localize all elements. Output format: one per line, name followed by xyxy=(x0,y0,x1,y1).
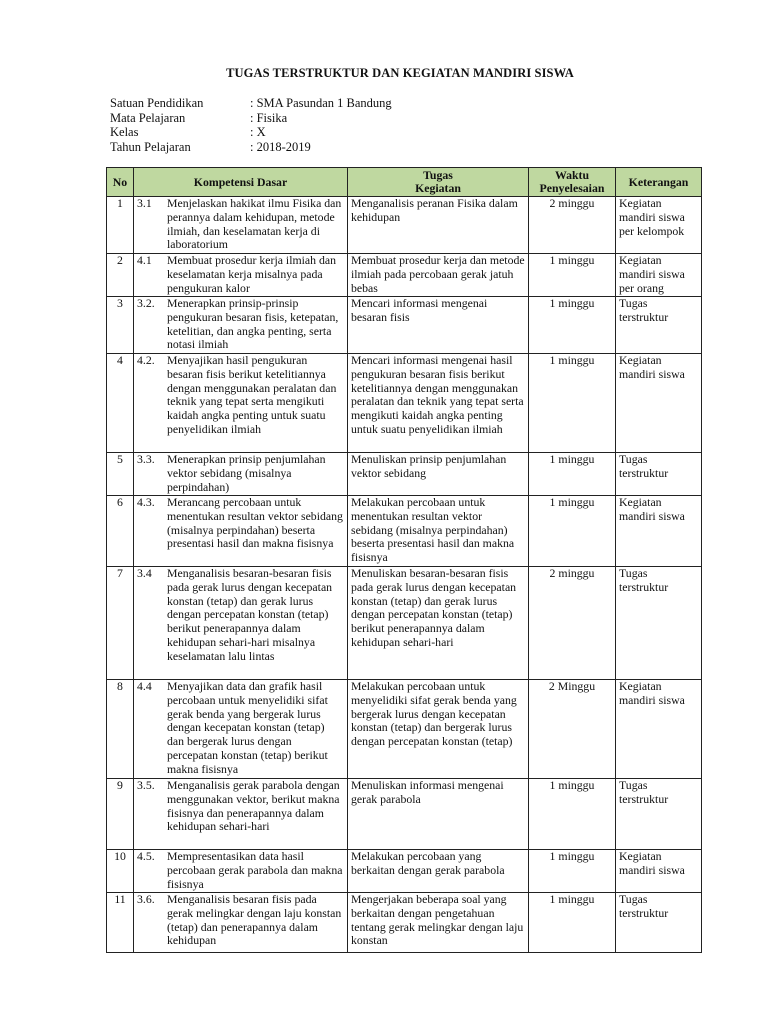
cell-keterangan: Tugas terstruktur xyxy=(616,453,702,496)
cell-keterangan: Kegiatan mandiri siswa xyxy=(616,850,702,893)
meta-label: Mata Pelajaran xyxy=(110,110,186,125)
cell-no: 2 xyxy=(107,254,134,297)
table-row xyxy=(107,680,702,779)
meta-value: : X xyxy=(250,125,266,139)
cell-tugas: Menuliskan prinsip penjumlahan vektor sebidang xyxy=(348,453,529,496)
kd-number: 3.2. xyxy=(137,296,155,310)
meta-row-tahun xyxy=(110,140,392,155)
cell-keterangan: Tugas terstruktur xyxy=(616,893,702,953)
kd-text: Menyajikan hasil pengukuran besaran fisis berikut ketelitiannya dengan menggunakan peralatan dan teknik yang tepat serta mengikuti kaidah angka penting untuk suatu penyelidikan ilmiah xyxy=(167,353,337,436)
kd-number: 4.2. xyxy=(137,353,155,367)
kd-text: Menganalisis besaran-besaran fisis pada gerak lurus dengan kecepatan konstan (tetap) dan gerak lurus dengan percepatan konstan (tetap) berikut penerapannya dalam kehidupan sehari-hari misalnya keselamatan lalu lintas xyxy=(167,566,333,663)
cell-kompetensi xyxy=(134,197,348,254)
kd-number: 3.1 xyxy=(137,196,152,210)
table-row xyxy=(107,453,702,496)
cell-kompetensi xyxy=(134,893,348,953)
cell-no: 3 xyxy=(107,297,134,354)
header-tugas-line1: Tugas xyxy=(423,168,453,182)
cell-kompetensi xyxy=(134,354,348,453)
kd-number: 4.3. xyxy=(137,495,155,509)
cell-kompetensi xyxy=(134,567,348,680)
cell-kompetensi xyxy=(134,779,348,850)
cell-no: 8 xyxy=(107,680,134,779)
kd-text: Menerapkan prinsip penjumlahan vektor sebidang (misalnya perpindahan) xyxy=(167,452,326,494)
cell-no: 7 xyxy=(107,567,134,680)
cell-tugas: Menuliskan informasi mengenai gerak parabola xyxy=(348,779,529,850)
table-row xyxy=(107,850,702,893)
kd-number: 3.6. xyxy=(137,892,155,906)
kd-text: Menyajikan data dan grafik hasil percobaan untuk menyelidiki sifat gerak benda yang bergerak lurus dengan kecepatan konstan (tetap) dan bergerak lurus dengan percepatan konstan (tetap) berikut makna fisisnya xyxy=(167,679,328,776)
header-waktu-line2: Penyelesaian xyxy=(539,181,605,195)
table-row xyxy=(107,567,702,680)
meta-value: : 2018-2019 xyxy=(250,139,311,154)
cell-tugas: Melakukan percobaan untuk menentukan resultan vektor sebidang (misalnya perpindahan) beserta presentasi hasil dan makna fisisnya xyxy=(348,496,529,567)
document-title: TUGAS TERSTRUKTUR DAN KEGIATAN MANDIRI SISWA xyxy=(226,66,574,80)
cell-waktu: 1 minggu xyxy=(529,354,616,453)
task-table xyxy=(106,167,702,953)
cell-keterangan: Tugas terstruktur xyxy=(616,567,702,680)
kd-text: Menganalisis gerak parabola dengan menggunakan vektor, berikut makna fisisnya dan penerapannya dalam kehidupan sehari-hari xyxy=(167,778,340,834)
cell-tugas: Mengerjakan beberapa soal yang berkaitan dengan pengetahuan tentang gerak melingkar dengan laju konstan xyxy=(348,893,529,953)
cell-waktu: 1 minggu xyxy=(529,254,616,297)
meta-label: Kelas xyxy=(110,125,139,139)
kd-text: Menjelaskan hakikat ilmu Fisika dan perannya dalam kehidupan, metode ilmiah, dan keselamatan kerja di laboratorium xyxy=(167,196,342,252)
header-waktu-line1: Waktu xyxy=(554,168,590,182)
cell-keterangan: Kegiatan mandiri siswa xyxy=(616,354,702,453)
cell-kompetensi xyxy=(134,453,348,496)
table-header-row xyxy=(107,168,702,197)
header-tugas-kegiatan xyxy=(348,168,529,197)
cell-kompetensi xyxy=(134,496,348,567)
meta-row-mapel xyxy=(110,111,392,126)
cell-tugas: Menuliskan besaran-besaran fisis pada gerak lurus dengan kecepatan konstan (tetap) dan gerak lurus dengan percepatan konstan (tetap) berikut penerapannya dalam kehidupan sehari-hari xyxy=(348,567,529,680)
cell-tugas: Membuat prosedur kerja dan metode ilmiah pada percobaan gerak jatuh bebas xyxy=(348,254,529,297)
kd-number: 4.4 xyxy=(137,679,152,693)
meta-row-kelas xyxy=(110,125,392,140)
cell-tugas: Melakukan percobaan yang berkaitan dengan gerak parabola xyxy=(348,850,529,893)
cell-no: 6 xyxy=(107,496,134,567)
cell-kompetensi xyxy=(134,850,348,893)
header-tugas-line2: Kegiatan xyxy=(415,181,461,195)
table-row xyxy=(107,779,702,850)
meta-label: Satuan Pendidikan xyxy=(110,96,204,110)
header-no: No xyxy=(107,168,134,197)
cell-no: 5 xyxy=(107,453,134,496)
table-row xyxy=(107,197,702,254)
cell-kompetensi xyxy=(134,297,348,354)
kd-number: 3.4 xyxy=(137,566,152,580)
table-row xyxy=(107,496,702,567)
table-row xyxy=(107,893,702,953)
cell-waktu: 1 minggu xyxy=(529,297,616,354)
cell-tugas: Mencari informasi mengenai besaran fisis xyxy=(348,297,529,354)
kd-text: Menerapkan prinsip-prinsip pengukuran besaran fisis, ketepatan, ketelitian, dan angka penting, serta notasi ilmiah xyxy=(167,296,339,352)
cell-waktu: 1 minggu xyxy=(529,893,616,953)
header-kompetensi-dasar: Kompetensi Dasar xyxy=(134,168,348,197)
kd-number: 4.1 xyxy=(137,253,152,267)
cell-keterangan: Kegiatan mandiri siswa per orang xyxy=(616,254,702,297)
table-row xyxy=(107,354,702,453)
cell-no: 4 xyxy=(107,354,134,453)
cell-waktu: 1 minggu xyxy=(529,779,616,850)
cell-tugas: Menganalisis peranan Fisika dalam kehidupan xyxy=(348,197,529,254)
header-waktu-penyelesaian xyxy=(529,168,616,197)
cell-keterangan: Kegiatan mandiri siswa xyxy=(616,496,702,567)
cell-tugas: Mencari informasi mengenai hasil pengukuran besaran fisis berikut ketelitiannya dengan menggunakan peralatan dan teknik yang tepat serta mengikuti kaidah angka penting untuk suatu penyelidikan ilmiah xyxy=(348,354,529,453)
cell-waktu: 1 minggu xyxy=(529,496,616,567)
cell-waktu: 1 minggu xyxy=(529,850,616,893)
meta-label: Tahun Pelajaran xyxy=(110,139,191,154)
table-row xyxy=(107,254,702,297)
header-keterangan: Keterangan xyxy=(616,168,702,197)
kd-text: Menganalisis besaran fisis pada gerak melingkar dengan laju konstan (tetap) dan penerapannya dalam kehidupan xyxy=(167,892,342,948)
cell-no: 11 xyxy=(107,893,134,953)
meta-value: : SMA Pasundan 1 Bandung xyxy=(250,96,392,110)
meta-row-satuan xyxy=(110,96,392,111)
cell-no: 1 xyxy=(107,197,134,254)
document-meta xyxy=(110,96,392,154)
cell-keterangan: Tugas terstruktur xyxy=(616,779,702,850)
cell-tugas: Melakukan percobaan untuk menyelidiki sifat gerak benda yang bergerak lurus dengan kecepatan konstan (tetap) dan bergerak lurus dengan percepatan konstan (tetap) xyxy=(348,680,529,779)
cell-waktu: 1 minggu xyxy=(529,453,616,496)
cell-kompetensi xyxy=(134,254,348,297)
cell-no: 10 xyxy=(107,850,134,893)
kd-text: Membuat prosedur kerja ilmiah dan keselamatan kerja misalnya pada pengukuran kalor xyxy=(167,253,337,295)
cell-kompetensi xyxy=(134,680,348,779)
kd-number: 3.5. xyxy=(137,778,155,792)
cell-keterangan: Tugas terstruktur xyxy=(616,297,702,354)
cell-waktu: 2 minggu xyxy=(529,197,616,254)
cell-keterangan: Kegiatan mandiri siswa per kelompok xyxy=(616,197,702,254)
table-row xyxy=(107,297,702,354)
kd-number: 3.3. xyxy=(137,452,155,466)
cell-no: 9 xyxy=(107,779,134,850)
cell-waktu: 2 Minggu xyxy=(529,680,616,779)
kd-number: 4.5. xyxy=(137,849,155,863)
meta-value: : Fisika xyxy=(250,110,288,125)
kd-text: Mempresentasikan data hasil percobaan gerak parabola dan makna fisisnya xyxy=(167,849,343,891)
cell-keterangan: Kegiatan mandiri siswa xyxy=(616,680,702,779)
kd-text: Merancang percobaan untuk menentukan resultan vektor sebidang (misalnya perpindahan) beserta presentasi hasil dan makna fisisnya xyxy=(167,495,343,551)
cell-waktu: 2 minggu xyxy=(529,567,616,680)
